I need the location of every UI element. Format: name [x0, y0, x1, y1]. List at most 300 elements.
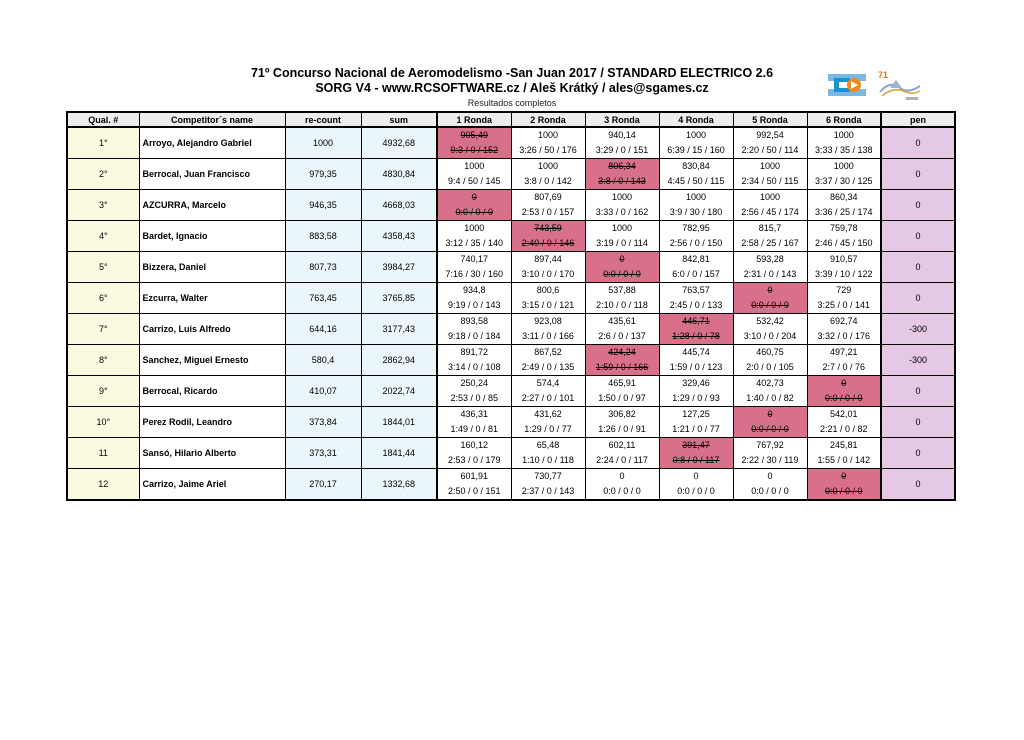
round-6-cell — [807, 190, 881, 221]
round-detail: 2:27 / 0 / 101 — [521, 393, 575, 403]
round-detail: 9:18 / 0 / 184 — [447, 331, 501, 341]
qual-rank: 1° — [67, 127, 139, 159]
round-score: 830,84 — [682, 161, 710, 171]
penalty-value: -300 — [881, 345, 955, 376]
round-score: 729 — [836, 285, 852, 295]
round-score: 0 — [767, 285, 773, 295]
competitor-name: Perez Rodil, Leandro — [139, 407, 285, 438]
round-score: 743,59 — [534, 223, 562, 233]
col-header-sum: sum — [361, 112, 437, 127]
round-4-cell — [659, 438, 733, 469]
qual-rank: 4° — [67, 221, 139, 252]
penalty-value: 0 — [881, 469, 955, 501]
round-detail: 2:58 / 25 / 167 — [741, 238, 799, 248]
round-score: 905,49 — [460, 130, 489, 140]
round-score: 910,57 — [829, 254, 858, 264]
sum-value: 2862,94 — [361, 345, 437, 376]
round-score: 435,61 — [608, 316, 636, 326]
round-3-cell — [585, 345, 659, 376]
round-score: 160,12 — [460, 440, 489, 450]
col-header-round-4: 4 Ronda — [659, 112, 733, 127]
penalty-value: 0 — [881, 252, 955, 283]
round-1-cell — [437, 190, 511, 221]
sum-value: 4932,68 — [361, 127, 437, 159]
qual-rank: 7° — [67, 314, 139, 345]
sum-value: 3177,43 — [361, 314, 437, 345]
round-1-cell — [437, 314, 511, 345]
round-detail: 3:8 / 0 / 143 — [598, 176, 646, 186]
recount-value: 946,35 — [285, 190, 361, 221]
round-detail: 1:59 / 0 / 166 — [595, 362, 649, 372]
round-detail: 2:56 / 45 / 174 — [741, 207, 799, 217]
round-detail: 6:39 / 15 / 160 — [667, 145, 725, 155]
round-score: 65,48 — [536, 440, 560, 450]
round-detail: 2:49 / 0 / 135 — [521, 362, 575, 372]
table-row — [67, 252, 955, 283]
table-row — [67, 190, 955, 221]
round-score: 1000 — [464, 161, 485, 171]
round-score: 1000 — [759, 161, 781, 171]
round-detail: 2:37 / 0 / 143 — [521, 486, 575, 496]
round-score: 436,31 — [460, 409, 489, 419]
round-score: 460,75 — [756, 347, 784, 357]
round-score: 446,71 — [682, 316, 710, 326]
round-2-cell — [511, 127, 585, 159]
round-4-cell — [659, 221, 733, 252]
round-2-cell — [511, 221, 585, 252]
col-header-recount: re-count — [285, 112, 361, 127]
round-3-cell — [585, 438, 659, 469]
round-detail: 3:36 / 25 / 174 — [814, 207, 873, 217]
round-3-cell — [585, 252, 659, 283]
round-1-cell — [437, 159, 511, 190]
round-score: 867,52 — [534, 347, 562, 357]
round-2-cell — [511, 190, 585, 221]
round-score: 1000 — [464, 223, 485, 233]
round-score: 445,74 — [682, 347, 710, 357]
round-6-cell — [807, 407, 881, 438]
table-row — [67, 345, 955, 376]
round-3-cell — [585, 127, 659, 159]
col-header-round-6: 6 Ronda — [807, 112, 881, 127]
round-detail: 2:34 / 50 / 115 — [741, 176, 799, 186]
round-score: 602,11 — [608, 440, 636, 450]
round-6-cell — [807, 376, 881, 407]
recount-value: 644,16 — [285, 314, 361, 345]
round-6-cell — [807, 127, 881, 159]
round-score: 782,95 — [682, 223, 710, 233]
document-subtitle: SORG V4 - www.RCSOFTWARE.cz / Aleš Krátký / ales@sgames.cz — [315, 81, 709, 95]
penalty-value: 0 — [881, 283, 955, 314]
san-juan-71-logo — [876, 68, 922, 102]
round-score: 730,77 — [534, 471, 562, 481]
round-detail: 3:32 / 0 / 176 — [817, 331, 871, 341]
svg-text:71: 71 — [878, 70, 889, 80]
col-header-name: Competitor´s name — [139, 112, 285, 127]
sum-value: 2022,74 — [361, 376, 437, 407]
recount-value: 883,58 — [285, 221, 361, 252]
round-score: 897,44 — [534, 254, 562, 264]
round-detail: 6:0 / 0 / 157 — [672, 269, 720, 279]
round-score: 1000 — [833, 161, 854, 171]
round-score: 806,34 — [608, 161, 636, 171]
round-5-cell — [733, 407, 807, 438]
round-detail: 0:0 / 0 / 0 — [751, 486, 789, 496]
round-4-cell — [659, 407, 733, 438]
recount-value: 410,07 — [285, 376, 361, 407]
round-detail: 2:53 / 0 / 157 — [521, 207, 575, 217]
round-score: 992,54 — [756, 130, 784, 140]
recount-value: 373,31 — [285, 438, 361, 469]
round-3-cell — [585, 407, 659, 438]
round-score: 245,81 — [829, 440, 858, 450]
round-detail: 3:37 / 30 / 125 — [814, 176, 873, 186]
round-detail: 1:59 / 0 / 123 — [669, 362, 723, 372]
round-3-cell — [585, 221, 659, 252]
round-2-cell — [511, 252, 585, 283]
round-detail: 2:6 / 0 / 137 — [598, 331, 646, 341]
results-caption: Resultados completos — [467, 98, 557, 108]
sum-value: 4668,03 — [361, 190, 437, 221]
round-score: 860,34 — [829, 192, 858, 202]
round-5-cell — [733, 469, 807, 501]
round-2-cell — [511, 469, 585, 501]
round-2-cell — [511, 407, 585, 438]
round-1-cell — [437, 283, 511, 314]
round-detail: 3:19 / 0 / 114 — [596, 238, 648, 248]
round-detail: 1:21 / 0 / 77 — [672, 424, 720, 434]
qual-rank: 10° — [67, 407, 139, 438]
round-4-cell — [659, 469, 733, 501]
round-4-cell — [659, 190, 733, 221]
round-detail: 3:9 / 30 / 180 — [669, 207, 723, 217]
col-header-round-2: 2 Ronda — [511, 112, 585, 127]
cnra-logo — [828, 70, 866, 100]
round-detail: 0:8 / 0 / 117 — [672, 455, 720, 465]
table-row — [67, 438, 955, 469]
round-6-cell — [807, 159, 881, 190]
sum-value: 4830,84 — [361, 159, 437, 190]
round-score: 0 — [619, 471, 625, 481]
round-3-cell — [585, 190, 659, 221]
table-row — [67, 407, 955, 438]
round-score: 0 — [767, 471, 773, 481]
round-detail: 0:0 / 0 / 0 — [455, 207, 494, 217]
round-3-cell — [585, 159, 659, 190]
round-1-cell — [437, 221, 511, 252]
round-detail: 0:0 / 0 / 0 — [751, 424, 789, 434]
round-2-cell — [511, 159, 585, 190]
round-score: 537,88 — [608, 285, 636, 295]
qual-rank: 2° — [67, 159, 139, 190]
qual-rank: 3° — [67, 190, 139, 221]
round-detail: 2:45 / 0 / 133 — [669, 300, 723, 310]
col-header-qual: Qual. # — [67, 112, 139, 127]
competitor-name: Ezcurra, Walter — [139, 283, 285, 314]
round-detail: 2:0 / 0 / 105 — [746, 362, 794, 372]
round-score: 542,01 — [829, 409, 858, 419]
round-score: 574,4 — [536, 378, 560, 388]
round-4-cell — [659, 127, 733, 159]
round-score: 465,91 — [608, 378, 636, 388]
round-3-cell — [585, 469, 659, 501]
round-1-cell — [437, 469, 511, 501]
recount-value: 979,35 — [285, 159, 361, 190]
round-detail: 0:0 / 0 / 0 — [677, 486, 715, 496]
round-score: 815,7 — [758, 223, 782, 233]
round-score: 0 — [841, 378, 847, 388]
competitor-name: Berrocal, Juan Francisco — [139, 159, 285, 190]
round-detail: 1:26 / 0 / 91 — [598, 424, 646, 434]
round-score: 800,6 — [536, 285, 560, 295]
round-score: 0 — [619, 254, 625, 264]
sum-value: 1841,44 — [361, 438, 437, 469]
round-5-cell — [733, 376, 807, 407]
round-detail: 4:45 / 50 / 115 — [667, 176, 725, 186]
round-6-cell — [807, 314, 881, 345]
round-score: 1000 — [537, 130, 559, 140]
round-5-cell — [733, 438, 807, 469]
round-score: 891,72 — [460, 347, 489, 357]
table-row — [67, 376, 955, 407]
round-detail: 2:53 / 0 / 179 — [447, 455, 501, 465]
round-detail: 0:0 / 0 / 0 — [603, 486, 641, 496]
round-6-cell — [807, 221, 881, 252]
results-table — [66, 111, 956, 501]
round-detail: 2:7 / 0 / 76 — [822, 362, 866, 372]
round-score: 0 — [767, 409, 773, 419]
round-5-cell — [733, 221, 807, 252]
round-score: 601,91 — [460, 471, 489, 481]
round-detail: 1:49 / 0 / 81 — [450, 424, 499, 434]
competitor-name: Arroyo, Alejandro Gabriel — [139, 127, 285, 159]
qual-rank: 5° — [67, 252, 139, 283]
penalty-value: 0 — [881, 127, 955, 159]
round-detail: 3:25 / 0 / 141 — [817, 300, 871, 310]
round-1-cell — [437, 438, 511, 469]
recount-value: 763,45 — [285, 283, 361, 314]
round-score: 940,14 — [608, 130, 636, 140]
sum-value: 1332,68 — [361, 469, 437, 501]
round-score: 767,92 — [756, 440, 784, 450]
penalty-value: -300 — [881, 314, 955, 345]
round-5-cell — [733, 159, 807, 190]
qual-rank: 11 — [67, 438, 139, 469]
competitor-name: Carrizo, Luis Alfredo — [139, 314, 285, 345]
penalty-value: 0 — [881, 438, 955, 469]
penalty-value: 0 — [881, 376, 955, 407]
round-detail: 7:16 / 30 / 160 — [445, 269, 504, 279]
table-row — [67, 159, 955, 190]
round-score: 0 — [841, 471, 847, 481]
round-1-cell — [437, 407, 511, 438]
col-header-round-5: 5 Ronda — [733, 112, 807, 127]
table-row — [67, 221, 955, 252]
recount-value: 807,73 — [285, 252, 361, 283]
round-1-cell — [437, 345, 511, 376]
round-1-cell — [437, 252, 511, 283]
round-2-cell — [511, 438, 585, 469]
round-score: 250,24 — [460, 378, 489, 388]
round-score: 1000 — [833, 130, 854, 140]
round-detail: 2:40 / 0 / 146 — [521, 238, 575, 248]
round-2-cell — [511, 376, 585, 407]
round-detail: 0:0 / 0 / 0 — [824, 393, 863, 403]
round-score: 763,57 — [682, 285, 710, 295]
round-detail: 3:29 / 0 / 151 — [595, 145, 649, 155]
round-detail: 1:40 / 0 / 82 — [746, 393, 794, 403]
round-detail: 3:12 / 35 / 140 — [445, 238, 504, 248]
penalty-value: 0 — [881, 221, 955, 252]
round-4-cell — [659, 159, 733, 190]
round-detail: 9:3 / 0 / 152 — [450, 145, 499, 155]
competitor-name: Berrocal, Ricardo — [139, 376, 285, 407]
round-detail: 2:50 / 0 / 151 — [447, 486, 501, 496]
round-4-cell — [659, 314, 733, 345]
table-row — [67, 283, 955, 314]
competitor-name: Sanchez, Miguel Ernesto — [139, 345, 285, 376]
round-score: 391,47 — [682, 440, 710, 450]
recount-value: 1000 — [285, 127, 361, 159]
col-header-pen: pen — [881, 112, 955, 127]
round-score: 424,24 — [608, 347, 636, 357]
round-detail: 1:10 / 0 / 118 — [522, 455, 574, 465]
round-score: 1000 — [611, 223, 633, 233]
round-score: 593,28 — [756, 254, 784, 264]
round-6-cell — [807, 469, 881, 501]
round-detail: 3:10 / 0 / 170 — [521, 269, 575, 279]
round-detail: 3:33 / 35 / 138 — [814, 145, 873, 155]
competitor-name: Bizzera, Daniel — [139, 252, 285, 283]
round-detail: 1:28 / 0 / 78 — [672, 331, 720, 341]
round-score: 127,25 — [682, 409, 710, 419]
round-score: 329,46 — [682, 378, 710, 388]
round-detail: 0:0 / 0 / 0 — [824, 486, 863, 496]
round-detail: 2:24 / 0 / 117 — [596, 455, 648, 465]
round-3-cell — [585, 376, 659, 407]
round-detail: 0:0 / 0 / 0 — [751, 300, 789, 310]
round-score: 759,78 — [829, 223, 858, 233]
competitor-name: Sansó, Hilario Alberto — [139, 438, 285, 469]
round-detail: 2:31 / 0 / 143 — [743, 269, 797, 279]
round-5-cell — [733, 252, 807, 283]
round-detail: 3:8 / 0 / 142 — [524, 176, 572, 186]
round-detail: 2:53 / 0 / 85 — [450, 393, 499, 403]
round-3-cell — [585, 283, 659, 314]
round-score: 893,58 — [460, 316, 489, 326]
round-score: 1000 — [611, 192, 633, 202]
round-detail: 2:46 / 45 / 150 — [814, 238, 873, 248]
round-score: 1000 — [759, 192, 781, 202]
round-5-cell — [733, 127, 807, 159]
round-4-cell — [659, 376, 733, 407]
round-1-cell — [437, 127, 511, 159]
recount-value: 373,84 — [285, 407, 361, 438]
round-2-cell — [511, 345, 585, 376]
sum-value: 3984,27 — [361, 252, 437, 283]
round-score: 0 — [693, 471, 699, 481]
round-4-cell — [659, 283, 733, 314]
round-score: 306,82 — [608, 409, 636, 419]
round-score: 923,08 — [534, 316, 562, 326]
round-2-cell — [511, 283, 585, 314]
round-score: 497,21 — [829, 347, 858, 357]
round-detail: 2:10 / 0 / 118 — [596, 300, 648, 310]
round-score: 807,69 — [534, 192, 562, 202]
round-5-cell — [733, 345, 807, 376]
qual-rank: 6° — [67, 283, 139, 314]
penalty-value: 0 — [881, 190, 955, 221]
round-score: 431,62 — [534, 409, 562, 419]
round-detail: 1:50 / 0 / 97 — [598, 393, 646, 403]
table-row — [67, 469, 955, 501]
header-row — [67, 112, 955, 127]
round-detail: 3:11 / 0 / 166 — [522, 331, 574, 341]
competitor-name: Carrizo, Jaime Ariel — [139, 469, 285, 501]
round-5-cell — [733, 283, 807, 314]
round-4-cell — [659, 252, 733, 283]
penalty-value: 0 — [881, 159, 955, 190]
round-score: 934,8 — [462, 285, 486, 295]
round-score: 842,81 — [682, 254, 710, 264]
round-detail: 2:22 / 30 / 119 — [741, 455, 799, 465]
round-detail: 2:56 / 0 / 150 — [669, 238, 723, 248]
penalty-value: 0 — [881, 407, 955, 438]
round-detail: 1:55 / 0 / 142 — [817, 455, 871, 465]
round-5-cell — [733, 190, 807, 221]
document-title: 71º Concurso Nacional de Aeromodelismo -San Juan 2017 / STANDARD ELECTRICO 2.6 — [250, 66, 774, 80]
round-detail: 1:29 / 0 / 77 — [524, 424, 572, 434]
competitor-name: Bardet, Ignacio — [139, 221, 285, 252]
round-3-cell — [585, 314, 659, 345]
round-score: 740,17 — [460, 254, 489, 264]
col-header-round-1: 1 Ronda — [437, 112, 511, 127]
round-score: 1000 — [685, 130, 707, 140]
sum-value: 1844,01 — [361, 407, 437, 438]
round-detail: 3:39 / 10 / 122 — [814, 269, 873, 279]
round-score: 1000 — [537, 161, 559, 171]
round-detail: 3:14 / 0 / 108 — [447, 362, 501, 372]
sum-value: 4358,43 — [361, 221, 437, 252]
round-detail: 3:26 / 50 / 176 — [519, 145, 577, 155]
round-detail: 3:33 / 0 / 162 — [595, 207, 649, 217]
table-row — [67, 314, 955, 345]
round-2-cell — [511, 314, 585, 345]
table-row — [67, 127, 955, 159]
round-detail: 3:10 / 0 / 204 — [743, 331, 797, 341]
round-detail: 2:21 / 0 / 82 — [819, 424, 868, 434]
sum-value: 3765,85 — [361, 283, 437, 314]
round-detail: 1:29 / 0 / 93 — [672, 393, 720, 403]
qual-rank: 12 — [67, 469, 139, 501]
round-detail: 3:15 / 0 / 121 — [521, 300, 575, 310]
round-score: 0 — [471, 192, 477, 202]
round-score: 1000 — [685, 192, 707, 202]
col-header-round-3: 3 Ronda — [585, 112, 659, 127]
round-detail: 9:4 / 50 / 145 — [447, 176, 501, 186]
round-5-cell — [733, 314, 807, 345]
round-score: 692,74 — [829, 316, 858, 326]
round-score: 402,73 — [756, 378, 784, 388]
round-detail: 0:0 / 0 / 0 — [603, 269, 641, 279]
recount-value: 580,4 — [285, 345, 361, 376]
round-6-cell — [807, 252, 881, 283]
qual-rank: 9° — [67, 376, 139, 407]
round-6-cell — [807, 438, 881, 469]
round-detail: 2:20 / 50 / 114 — [741, 145, 799, 155]
competitor-name: AZCURRA, Marcelo — [139, 190, 285, 221]
round-6-cell — [807, 283, 881, 314]
